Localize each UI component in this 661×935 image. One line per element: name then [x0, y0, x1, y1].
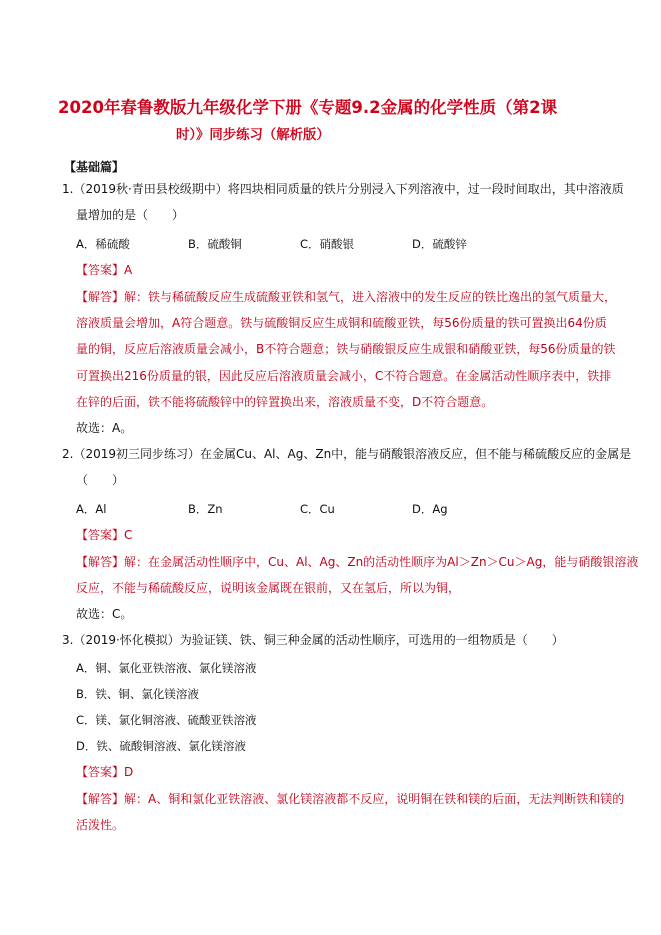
- q1-explanation-line5: 在锌的后面，铁不能将硫酸锌中的锌置换出来，溶液质量不变，D不符合题意。: [76, 395, 494, 409]
- section-heading: 【基础篇】: [64, 160, 125, 174]
- q1-explanation-line1: 【解答】解：铁与稀硫酸反应生成硫酸亚铁和氢气，进入溶液中的发生反应的铁比逸出的氢气质量大，: [76, 290, 617, 304]
- q2-choice: 故选：C。: [76, 607, 133, 621]
- q1-option-b: B．硫酸铜: [188, 237, 242, 251]
- q2-option-b: B．Zn: [188, 502, 223, 516]
- q3-option-a: A．铜、氯化亚铁溶液、氯化镁溶液: [76, 661, 257, 675]
- q1-explanation-line4: 可置换出216份质量的银，因此反应后溶液质量会减小，C不符合题意。在金属活动性顺序表中，铁排: [76, 369, 612, 383]
- q1-explanation-line2: 溶液质量会增加，A符合题意。铁与硫酸铜反应生成铜和硫酸亚铁，每56份质量的铁可置换出64份质: [76, 316, 607, 330]
- q2-answer: 【答案】C: [76, 528, 133, 542]
- q2-stem-line1: 2.（2019初三同步练习）在金属Cu、Al、Ag、Zn中，能与硝酸银溶液反应，但不能与稀硫酸反应的金属是: [62, 447, 632, 461]
- doc-title-line2: 时）》同步练习（解析版）: [176, 128, 330, 143]
- q2-option-c: C．Cu: [300, 502, 335, 516]
- q1-explanation-line3: 量的铜，反应后溶液质量会减小，B不符合题意；铁与硝酸银反应生成银和硝酸亚铁，每56份质量的铁: [76, 342, 616, 356]
- q3-option-d: D．铁、硫酸铜溶液、氯化镁溶液: [76, 739, 246, 753]
- q3-option-b: B．铁、铜、氯化镁溶液: [76, 687, 199, 701]
- doc-title-line1: 2020年春鲁教版九年级化学下册《专题9.2金属的化学性质（第2课: [58, 98, 558, 117]
- q2-option-a: A．Al: [76, 502, 107, 516]
- q1-stem-line2: 量增加的是（ ）: [76, 208, 185, 222]
- q2-explanation-line2: 反应，不能与稀硫酸反应，说明该金属既在银前，又在氢后，所以为铜，: [76, 581, 461, 595]
- q1-option-c: C．硝酸银: [300, 237, 355, 251]
- q3-explanation-line2: 活泼性。: [76, 818, 125, 832]
- q1-stem-line1: 1.（2019秋·青田县校级期中）将四块相同质量的铁片分别浸入下列溶液中，过一段时间取出，其中溶液质: [62, 182, 624, 196]
- q1-choice: 故选：A。: [76, 421, 133, 435]
- q1-option-d: D．硫酸锌: [412, 237, 467, 251]
- q3-stem: 3.（2019·怀化模拟）为验证镁、铁、铜三种金属的活动性顺序，可选用的一组物质是（ ）: [62, 633, 564, 647]
- q1-answer: 【答案】A: [76, 263, 133, 277]
- q2-explanation-line1: 【解答】解：在金属活动性顺序中，Cu、Al、Ag、Zn的活动性顺序为Al＞Zn＞Cu＞Ag，能与硝酸银溶液: [76, 555, 639, 569]
- q3-explanation-line1: 【解答】解：A、铜和氯化亚铁溶液、氯化镁溶液都不反应，说明铜在铁和镁的后面，无法判断铁和镁的: [76, 792, 625, 806]
- q2-stem-line2: （ ）: [76, 473, 125, 487]
- q1-option-a: A．稀硫酸: [76, 237, 130, 251]
- q3-answer: 【答案】D: [76, 765, 134, 779]
- q2-option-d: D．Ag: [412, 502, 448, 516]
- q3-option-c: C．镁、氯化铜溶液、硫酸亚铁溶液: [76, 713, 257, 727]
